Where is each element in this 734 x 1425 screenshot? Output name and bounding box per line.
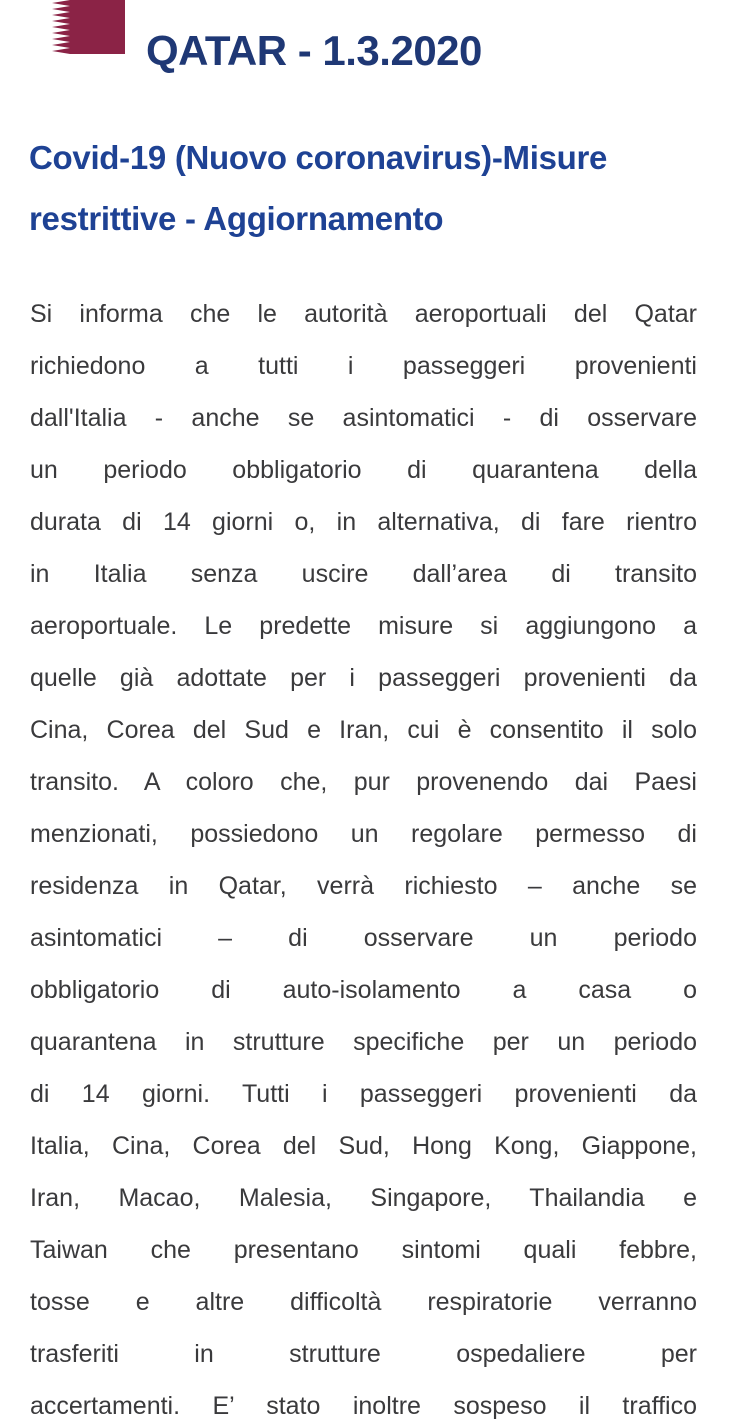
article-heading	[29, 127, 705, 249]
body-line: in Italia senza uscire dall’area di transito	[30, 560, 697, 588]
body-line: aeroportuale. Le predette misure si aggiungono a	[30, 612, 697, 640]
body-line: asintomatici – di osservare un periodo	[30, 924, 697, 952]
body-line: richiedono a tutti i passeggeri provenienti	[30, 352, 697, 380]
body-line: accertamenti. E’ stato inoltre sospeso il traffico	[30, 1392, 697, 1420]
body-line: menzionati, possiedono un regolare permesso di	[30, 820, 697, 848]
body-line: tosse e altre difficoltà respiratorie verranno	[30, 1288, 697, 1316]
body-line: un periodo obbligatorio di quarantena della	[30, 456, 697, 484]
article-heading-line-1: Covid-19 (Nuovo coronavirus)-Misure	[29, 139, 608, 177]
body-line: trasferiti in strutture ospedaliere per	[30, 1340, 697, 1368]
body-line: Italia, Cina, Corea del Sud, Hong Kong, Giappone,	[30, 1132, 697, 1160]
body-line: Iran, Macao, Malesia, Singapore, Thailandia e	[30, 1184, 697, 1212]
body-paragraph	[30, 288, 697, 1425]
body-line: di 14 giorni. Tutti i passeggeri provenienti da	[30, 1080, 697, 1108]
body-line: residenza in Qatar, verrà richiesto – anche se	[30, 872, 697, 900]
body-line: obbligatorio di auto-isolamento a casa o	[30, 976, 697, 1004]
body-line: dall'Italia - anche se asintomatici - di osservare	[30, 404, 697, 432]
body-line: Cina, Corea del Sud e Iran, cui è consentito il solo	[30, 716, 697, 744]
body-line: durata di 14 giorni o, in alternativa, di fare rientro	[30, 508, 697, 536]
qatar-flag-icon	[36, 0, 125, 54]
article-heading-line-2: restrittive - Aggiornamento	[29, 200, 444, 238]
page-title: QATAR - 1.3.2020	[146, 27, 482, 75]
qatar-flag-maroon-field	[52, 0, 125, 54]
body-line: quarantena in strutture specifiche per un periodo	[30, 1028, 697, 1056]
body-line: Taiwan che presentano sintomi quali febbre,	[30, 1236, 697, 1264]
body-line: Si informa che le autorità aeroportuali del Qatar	[30, 300, 697, 328]
body-line: quelle già adottate per i passeggeri provenienti da	[30, 664, 697, 692]
body-line: transito. A coloro che, pur provenendo dai Paesi	[30, 768, 697, 796]
